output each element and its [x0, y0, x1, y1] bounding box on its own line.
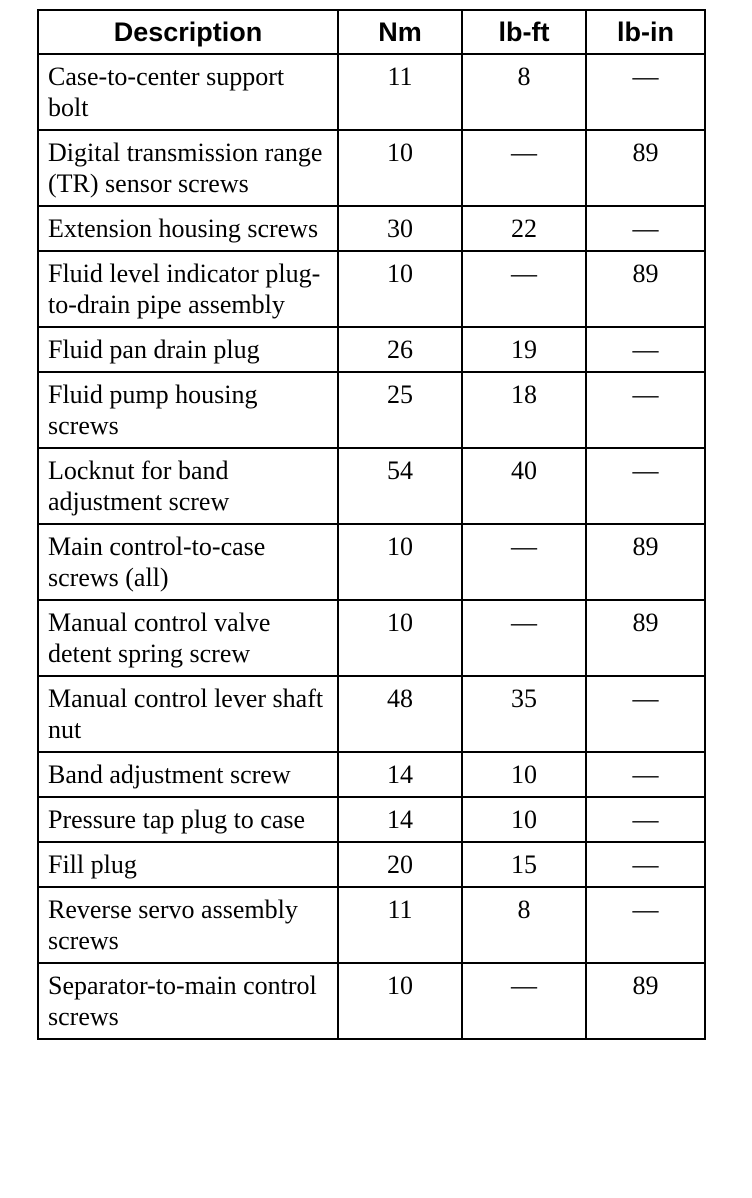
cell-description: Case-to-center support bolt: [38, 54, 338, 130]
cell-lb-in: 89: [586, 251, 705, 327]
cell-lb-in: 89: [586, 130, 705, 206]
cell-lb-ft: 8: [462, 887, 586, 963]
cell-description: Fluid pan drain plug: [38, 327, 338, 372]
cell-lb-ft: —: [462, 600, 586, 676]
cell-description: Fluid pump housing screws: [38, 372, 338, 448]
cell-lb-ft: —: [462, 251, 586, 327]
table-row: [38, 206, 705, 251]
cell-nm: 11: [338, 54, 462, 130]
cell-lb-ft: —: [462, 130, 586, 206]
cell-lb-ft: 19: [462, 327, 586, 372]
table-row: [38, 372, 705, 448]
cell-lb-ft: 22: [462, 206, 586, 251]
cell-lb-ft: 10: [462, 752, 586, 797]
table-row: [38, 327, 705, 372]
cell-description: Locknut for band adjustment screw: [38, 448, 338, 524]
table-body: [38, 54, 705, 1039]
cell-lb-in: —: [586, 327, 705, 372]
cell-nm: 30: [338, 206, 462, 251]
cell-lb-ft: 10: [462, 797, 586, 842]
cell-description: Fill plug: [38, 842, 338, 887]
torque-spec-table: [37, 9, 706, 1040]
cell-lb-in: 89: [586, 600, 705, 676]
cell-nm: 10: [338, 130, 462, 206]
cell-description: Manual control lever shaft nut: [38, 676, 338, 752]
header-lb-ft: lb-ft: [462, 10, 586, 54]
table-row: [38, 676, 705, 752]
table-row: [38, 963, 705, 1039]
table-row: [38, 600, 705, 676]
cell-nm: 10: [338, 251, 462, 327]
table-row: [38, 752, 705, 797]
cell-nm: 25: [338, 372, 462, 448]
cell-description: Pressure tap plug to case: [38, 797, 338, 842]
cell-lb-in: —: [586, 752, 705, 797]
cell-nm: 26: [338, 327, 462, 372]
cell-description: Manual control valve detent spring screw: [38, 600, 338, 676]
table-row: [38, 842, 705, 887]
table-row: [38, 251, 705, 327]
table-row: [38, 797, 705, 842]
cell-lb-ft: —: [462, 963, 586, 1039]
cell-description: Band adjustment screw: [38, 752, 338, 797]
cell-lb-in: 89: [586, 524, 705, 600]
cell-nm: 14: [338, 797, 462, 842]
cell-lb-in: —: [586, 842, 705, 887]
cell-lb-ft: 8: [462, 54, 586, 130]
cell-description: Reverse servo assembly screws: [38, 887, 338, 963]
cell-lb-in: —: [586, 887, 705, 963]
cell-description: Main control-to-case screws (all): [38, 524, 338, 600]
cell-nm: 20: [338, 842, 462, 887]
cell-lb-ft: 15: [462, 842, 586, 887]
cell-lb-ft: 18: [462, 372, 586, 448]
cell-nm: 54: [338, 448, 462, 524]
cell-nm: 11: [338, 887, 462, 963]
cell-nm: 14: [338, 752, 462, 797]
cell-nm: 10: [338, 524, 462, 600]
cell-nm: 48: [338, 676, 462, 752]
cell-description: Separator-to-main control screws: [38, 963, 338, 1039]
cell-description: Extension housing screws: [38, 206, 338, 251]
header-description: Description: [38, 10, 338, 54]
header-nm: Nm: [338, 10, 462, 54]
cell-lb-in: —: [586, 676, 705, 752]
cell-lb-in: —: [586, 797, 705, 842]
cell-description: Fluid level indicator plug-to-drain pipe assembly: [38, 251, 338, 327]
cell-description: Digital transmission range (TR) sensor screws: [38, 130, 338, 206]
table-row: [38, 524, 705, 600]
cell-lb-in: —: [586, 54, 705, 130]
header-row: [38, 10, 705, 54]
cell-lb-in: —: [586, 372, 705, 448]
cell-lb-ft: —: [462, 524, 586, 600]
cell-nm: 10: [338, 600, 462, 676]
cell-lb-ft: 40: [462, 448, 586, 524]
cell-lb-in: —: [586, 206, 705, 251]
cell-nm: 10: [338, 963, 462, 1039]
table-header: [38, 10, 705, 54]
cell-lb-in: —: [586, 448, 705, 524]
table-row: [38, 887, 705, 963]
cell-lb-ft: 35: [462, 676, 586, 752]
table-row: [38, 130, 705, 206]
table-row: [38, 54, 705, 130]
header-lb-in: lb-in: [586, 10, 705, 54]
cell-lb-in: 89: [586, 963, 705, 1039]
table-row: [38, 448, 705, 524]
